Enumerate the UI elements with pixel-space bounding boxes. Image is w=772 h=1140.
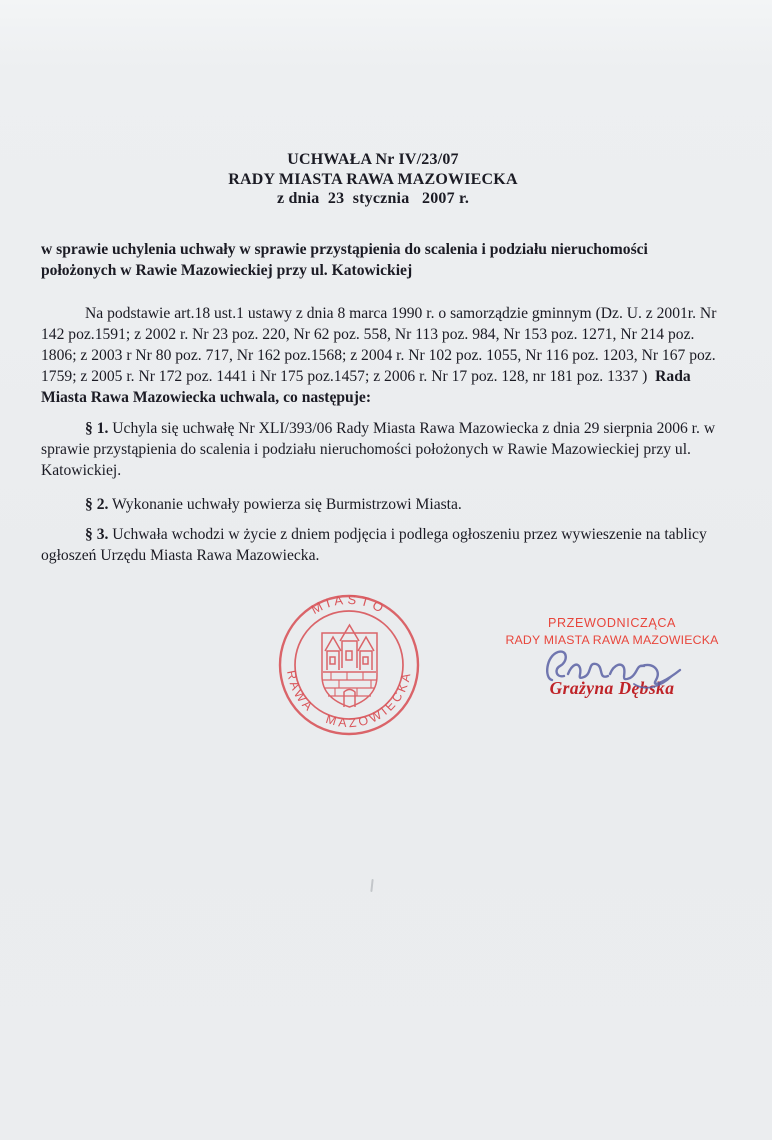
scan-speck-artifact [370, 879, 373, 892]
right-tower [360, 651, 372, 670]
seal-coat-of-arms [322, 625, 377, 707]
paragraph-1-label: § 1. [85, 419, 109, 437]
center-tower-window [346, 651, 352, 660]
signature-block [494, 616, 730, 699]
document-title [41, 150, 733, 209]
preamble-enacting-formula: Rada Miasta Rawa Mazowiecka uchwala, co następuje: [41, 367, 695, 406]
chairwoman-title-stamp: PRZEWODNICZĄCA [547, 616, 677, 630]
city-seal-stamp [269, 594, 431, 740]
title-council-name: RADY MIASTA RAWA MAZOWIECKA [228, 170, 518, 188]
svg-text:RAWA MAZOWIECKA [284, 669, 414, 730]
paragraph-1 [41, 418, 731, 481]
paragraph-1-text: Uchyla się uchwałę Nr XLI/393/06 Rady Miasta Rawa Mazowiecka z dnia 29 sierpnia 2006 r. w sprawie przystąpienia do scalenia i podziału nieruchomości położonych w Rawie Mazowieckiej przy ul. Katowickiej. [41, 419, 716, 479]
paragraph-3-label: § 3. [85, 525, 109, 543]
paragraph-3 [41, 524, 731, 566]
svg-text:MIASTO [309, 594, 390, 617]
seal-top-text: MIASTO [308, 594, 390, 618]
council-name-stamp: RADY MIASTA RAWA MAZOWIECKA [505, 633, 719, 647]
signer-name: Grażyna Dębska [549, 678, 675, 698]
left-tower [327, 651, 339, 670]
paragraph-3-text: Uchwała wchodzi w życie z dniem podjęcia i podlega ogłoszeniu przez wywieszenie na tablicy ogłoszeń Urzędu Miasta Rawa Mazowiecka. [41, 525, 707, 564]
seal-bottom-text: RAWA MAZOWIECKA [284, 669, 414, 731]
subject-clause: w sprawie uchylenia uchwały w sprawie przystąpienia do scalenia i podziału nieruchomości położonych w Rawie Mazowieckiej przy ul. Katowickiej [41, 240, 648, 279]
preamble-legal-basis: Na podstawie art.18 ust.1 ustawy z dnia 8 marca 1990 r. o samorządzie gminnym (Dz. U. z 2001r. Nr 142 poz.1591; z 2002 r. Nr 23 poz. 220, Nr 62 poz. 558, Nr 113 poz. 984, Nr 153 poz. 1271, Nr 214 poz. 1806; z 2003 r Nr 80 poz. 717, Nr 162 poz.1568; z 2004 r. Nr 102 poz. 1055, Nr 116 poz. 1203, Nr 167 poz. 1759; z 2005 r. Nr 172 poz. 1441 i Nr 175 poz.1457; z 2006 r. Nr 17 poz. 128, nr 181 poz. 1337 ) [41, 304, 721, 385]
paragraph-2-label: § 2. [85, 495, 109, 513]
legal-preamble [41, 303, 731, 408]
title-resolution-number: UCHWAŁA Nr IV/23/07 [287, 151, 459, 168]
center-tower [342, 641, 357, 668]
left-tower-roof [325, 637, 341, 651]
gate [344, 690, 355, 708]
paragraph-2-text: Wykonanie uchwały powierza się Burmistrzowi Miasta. [108, 495, 462, 513]
seal-outer-ring [280, 596, 418, 734]
brick-joints [331, 672, 371, 696]
paragraph-2 [41, 494, 731, 515]
brick-courses [323, 680, 376, 696]
right-tower-window [363, 657, 368, 664]
right-tower-roof [358, 637, 374, 651]
title-date: z dnia 23 stycznia 2007 r. [276, 190, 470, 207]
left-tower-window [330, 657, 335, 664]
document-body [41, 150, 733, 566]
